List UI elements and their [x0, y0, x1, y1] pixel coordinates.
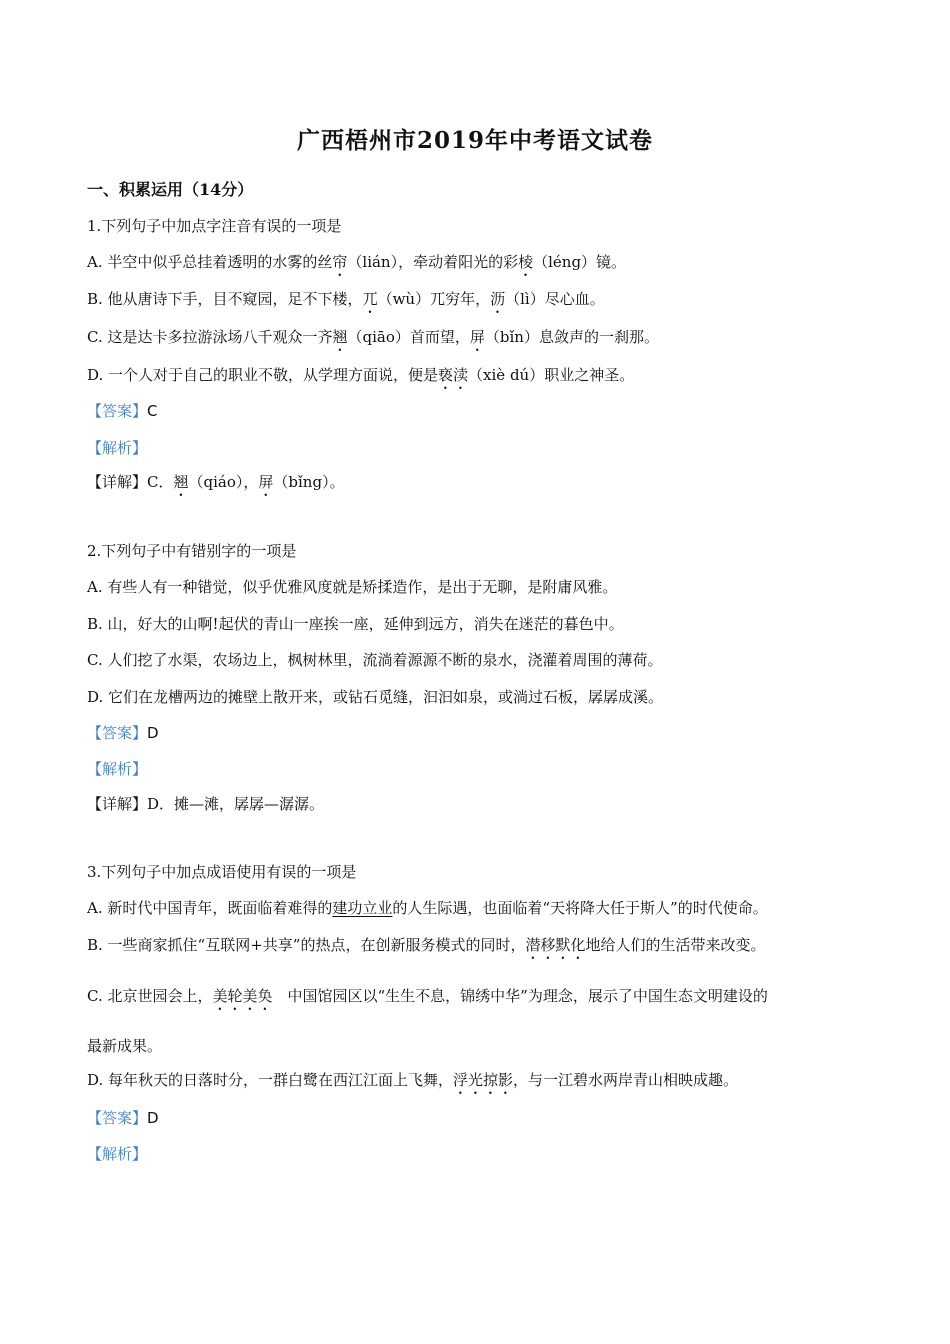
q2-answer: 【答案】D: [87, 724, 159, 742]
answer-label: 【答案】: [87, 724, 148, 742]
q2-option-c: C. 人们挖了水渠，农场边上，枫树林里，流淌着源源不断的泉水，浇灌着周围的薄荷。: [87, 651, 663, 669]
q1-stem: 1.下列句子中加点字注音有误的一项是: [87, 217, 342, 235]
q3-option-a: A. 新时代中国青年，既面临着难得的建功立业的人生际遇，也面临着“天将降大任于斯人”的时代使命。: [87, 899, 768, 917]
q2-option-a: A. 有些人有一种错觉，似乎优雅风度就是矫揉造作，是出于无聊，是附庸风雅。: [87, 578, 618, 596]
q2-stem: 2.下列句子中有错别字的一项是: [87, 542, 297, 560]
q2-option-d: D. 它们在龙槽两边的摊壁上散开来，或钻石觅缝，汩汩如泉，或淌过石板，孱孱成溪。: [87, 688, 664, 706]
q3-stem: 3.下列句子中加点成语使用有误的一项是: [87, 863, 357, 881]
q2-detail: 【详解】D．摊—滩，孱孱—潺潺。: [87, 795, 325, 813]
q1-option-d: D. 一个人对于自己的职业不敬，从学理方面说，便是亵渎（xiè dú）职业之神圣。: [87, 366, 635, 384]
page-title: 广西梧州市2019年中考语文试卷: [296, 127, 653, 154]
section-heading: 一、积累运用（14分）: [87, 180, 254, 199]
q1-analysis-label: 【解析】: [87, 439, 148, 457]
q3-answer: 【答案】D: [87, 1109, 159, 1127]
q1-option-c: C. 这是达卡多拉游泳场八千观众一齐翘（qiāo）首而望，屏（bǐn）息敛声的一刹那。: [87, 328, 659, 346]
answer-label: 【答案】: [87, 402, 148, 420]
q3-option-b: B. 一些商家抓住“互联网+共享”的热点，在创新服务模式的同时，潜移默化地给人们的生活带来改变。: [87, 936, 766, 954]
q3-option-c-cont: 最新成果。: [87, 1037, 163, 1055]
q3-analysis-label: 【解析】: [87, 1145, 148, 1163]
q1-option-b: B. 他从唐诗下手，目不窥园，足不下楼，兀（wù）兀穷年，沥（lì）尽心血。: [87, 290, 605, 308]
answer-label: 【答案】: [87, 1109, 148, 1127]
q3-option-d: D. 每年秋天的日落时分，一群白鹭在西江江面上飞舞，浮光掠影，与一江碧水两岸青山相映成趣。: [87, 1071, 739, 1089]
q1-option-a: A. 半空中似乎总挂着透明的水雾的丝帘（lián），牵动着阳光的彩棱（léng）镜。: [87, 253, 627, 271]
q1-detail: 【详解】C．翘（qiáo），屏（bǐng）。: [87, 473, 345, 491]
q1-answer: 【答案】C: [87, 402, 158, 420]
q3-option-c: C. 北京世园会上，美轮美奂 中国馆园区以“生生不息，锦绣中华”为理念，展示了中国生态文明建设的: [87, 987, 768, 1005]
q2-option-b: B. 山，好大的山啊!起伏的青山一座挨一座，延伸到远方，消失在迷茫的暮色中。: [87, 615, 624, 633]
q2-analysis-label: 【解析】: [87, 760, 148, 778]
